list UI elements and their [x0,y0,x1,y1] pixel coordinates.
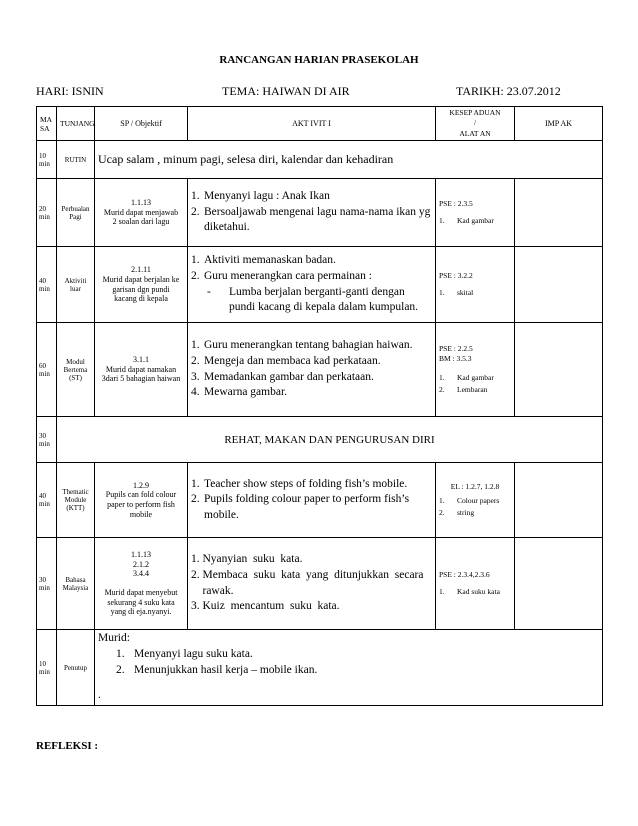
row-integration [436,323,515,417]
page-title: RANCANGAN HARIAN PRASEKOLAH [219,54,419,66]
row-tunjang: Thematic Module (KTT) [57,463,95,538]
integration-code: PSE : 3.2.2 [439,271,473,281]
row-objective: 1.1.13 Murid dapat menjawab 2 soalan dari lagu [95,179,188,247]
activity-line: 3. Kuiz mencantum suku kata. [191,600,340,613]
integration-code: PSE : 2.3.4,2.3.6 [439,570,490,580]
material-item: 1. Kad gambar [439,215,494,225]
activity-item: 1. Guru menerangkan tentang bahagian haiwan. [191,339,413,352]
row-rutin [37,141,603,179]
material-item: 1. Kad gambar [439,372,494,382]
activity-item: 2. Pupils folding colour paper to perform fish’s mobile. [191,493,410,521]
row-time: 40 min [37,247,57,323]
row-integration [436,463,515,538]
activity-item: 1. Aktiviti memanaskan badan. [191,254,336,267]
row-time: 30 min [37,417,57,463]
row-objective: 1.2.9 Pupils can fold colour paper to perform fish mobile [95,463,188,538]
row-penutup [37,630,603,706]
row-integration [436,538,515,630]
penutup-dot: . [98,689,101,702]
activity-item: 2. Mengeja dan membaca kad perkataan. [191,354,381,367]
activity-item: 2. Bersoaljawab mengenai lagu nama-nama ikan yg diketahui. [191,205,431,234]
activity-item: 1. Menyanyi lagu : Anak Ikan [191,190,330,203]
row-activities [188,538,436,630]
activity-item: 4. Mewarna gambar. [191,386,288,399]
row-impak [515,247,603,323]
col-impak: IMP AK [515,107,603,141]
row-time: 20 min [37,179,57,247]
row-tunjang: Bahasa Malaysia [57,538,95,630]
row-impak [515,463,603,538]
row-time: 30 min [37,538,57,630]
row-objective: 1.1.13 2.1.2 3.4.4 Murid dapat menyebut sekurang 4 suku kata yang di eja.nyanyi. [95,538,188,630]
material-item: 2. Lembaran [439,384,488,394]
row-time: 40 min [37,463,57,538]
col-tunjang: TUNJANG [57,107,95,141]
lesson-plan-table [36,106,603,706]
closing-item: 1. Menyanyi lagu suku kata. [116,647,253,660]
material-item: 1. Colour papers [439,495,500,505]
row-objective: 3.1.1 Murid dapat namakan 3dari 5 bahagian haiwan [95,323,188,417]
activity-subitem: - Lumba berjalan berganti-ganti dengan pundi kacang di kepala dalam kumpulan. [207,285,419,314]
activity-item: 1. Teacher show steps of folding fish’s mobile. [191,477,408,490]
activity-line: 1. Nyanyian suku kata. [191,553,303,566]
row-time: 10 min [37,630,57,706]
row-activities [188,463,436,538]
row-activities [188,179,436,247]
penutup-heading: Murid: [98,632,130,645]
header-hari: HARI: ISNIN [36,84,104,98]
row-impak [515,179,603,247]
col-kesepaduan: KESEP ADUAN / ALAT AN [436,107,515,141]
row-perbualan [37,179,603,247]
row-modul [37,323,603,417]
row-time: 60 min [37,323,57,417]
row-integration [436,247,515,323]
material-item: 1. Kad suku kata [439,586,500,596]
rehat-text: REHAT, MAKAN DAN PENGURUSAN DIRI [57,417,603,463]
col-masa: MA SA [37,107,57,141]
row-bm [37,538,603,630]
row-impak [515,538,603,630]
row-tunjang: Aktiviti luar [57,247,95,323]
material-item: 1. skital [439,287,474,297]
row-integration [436,179,515,247]
row-objective: 2.1.11 Murid dapat berjalan ke garisan dgn pundi kacang di kepala [95,247,188,323]
row-impak [515,323,603,417]
row-tunjang: Modul Bertema (ST) [57,323,95,417]
row-rehat [37,417,603,463]
activity-item: 2. Guru menerangkan cara permainan : [191,269,372,282]
header-tarikh: TARIKH: 23.07.2012 [456,84,561,98]
row-activities [188,247,436,323]
material-item: 2. string [439,508,475,518]
row-ktt [37,463,603,538]
col-sp: SP / Objektif [95,107,188,141]
activity-line: rawak. [191,584,234,597]
header-row [37,107,603,141]
rutin-text: Ucap salam , minum pagi, selesa diri, kalendar dan kehadiran [95,141,603,179]
row-time: 10 min [37,141,57,179]
penutup-content [95,630,603,706]
refleksi-label: REFLEKSI : [36,740,99,752]
header-tema: TEMA: HAIWAN DI AIR [222,84,350,98]
row-aktiviti-luar [37,247,603,323]
activity-line: 2. Membaca suku kata yang ditunjukkan secara [191,568,424,581]
integration-code: EL : 1.2.7, 1.2.8 [450,481,500,491]
integration-code: PSE : 2.3.5 [439,199,473,209]
row-activities [188,323,436,417]
row-tunjang: RUTIN [57,141,95,179]
closing-item: 2. Menunjukkan hasil kerja – mobile ikan. [116,663,318,676]
activity-item: 3. Memadankan gambar dan perkataan. [191,370,374,383]
integration-code: PSE : 2.2.5 BM : 3.5.3 [439,344,473,364]
row-tunjang: Penutup [57,630,95,706]
col-aktiviti: AKT IVIT I [188,107,436,141]
row-tunjang: Perbualan Pagi [57,179,95,247]
